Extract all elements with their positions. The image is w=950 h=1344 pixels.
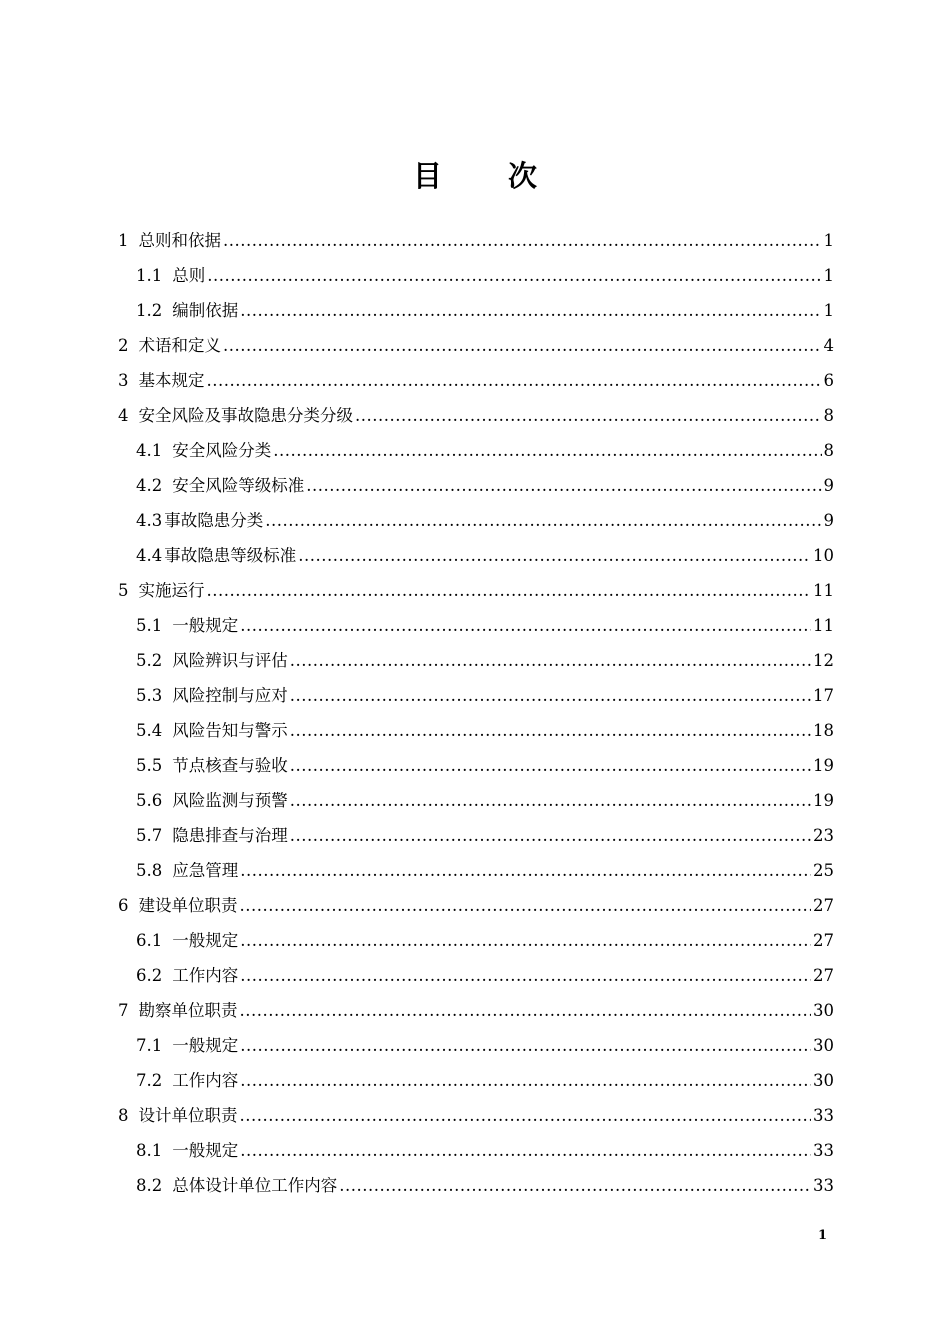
- toc-dot-leader: [240, 923, 811, 958]
- toc-entry[interactable]: [136, 958, 834, 993]
- toc-entry[interactable]: [136, 468, 834, 503]
- toc-entry-number: 6: [118, 896, 129, 915]
- toc-entry-number: 1.2: [136, 301, 163, 320]
- toc-entry[interactable]: [136, 1133, 834, 1168]
- toc-entry[interactable]: [136, 258, 834, 293]
- toc-entry[interactable]: [136, 748, 834, 783]
- toc-entry-page: 18: [813, 721, 834, 740]
- toc-entry-label: 风险控制与应对: [172, 686, 288, 705]
- toc-entry-number: 4.3: [136, 511, 163, 530]
- toc-entry-label: 一般规定: [172, 1036, 239, 1055]
- toc-entry-label: 一般规定: [172, 616, 239, 635]
- toc-entry-number: 4: [118, 406, 129, 425]
- toc-entry-page: 33: [813, 1176, 834, 1195]
- page-title: 目 次: [412, 159, 566, 193]
- toc-entry[interactable]: [136, 293, 834, 328]
- toc-entry-page: 1: [823, 266, 834, 285]
- toc-entry-label: 隐患排查与治理: [172, 826, 288, 845]
- toc-entry[interactable]: [118, 398, 834, 433]
- toc-entry-page: 30: [813, 1036, 834, 1055]
- toc-entry-number: 5: [118, 581, 129, 600]
- toc-entry-label: 编制依据: [172, 301, 239, 320]
- toc-entry-number: 5.2: [136, 651, 163, 670]
- toc-dot-leader: [207, 573, 812, 608]
- toc-dot-leader: [290, 783, 811, 818]
- toc-entry-page: 8: [823, 441, 834, 460]
- toc-entry-page: 33: [813, 1141, 834, 1160]
- toc-entry-label: 安全风险分类: [172, 441, 272, 460]
- toc-dot-leader: [240, 958, 811, 993]
- toc-entry-page: 23: [813, 826, 834, 845]
- toc-entry-label: 事故隐患等级标准: [164, 546, 297, 565]
- toc-entry-page: 19: [813, 791, 834, 810]
- toc-entry-number: 6.1: [136, 931, 163, 950]
- toc-dot-leader: [223, 328, 822, 363]
- toc-entry[interactable]: [136, 713, 834, 748]
- toc-entry-number: 3: [118, 371, 129, 390]
- toc-entry[interactable]: [118, 328, 834, 363]
- toc-entry-number: 1: [118, 231, 129, 250]
- toc-entry-number: 8.1: [136, 1141, 163, 1160]
- toc-entry-page: 8: [823, 406, 834, 425]
- toc-entry-number: 6.2: [136, 966, 163, 985]
- toc-entry-label: 建设单位职责: [138, 896, 238, 915]
- toc-entry-page: 27: [813, 896, 834, 915]
- toc-entry-page: 9: [823, 511, 834, 530]
- toc-entry-number: 1.1: [136, 266, 163, 285]
- toc-entry-number: 4.4: [136, 546, 163, 565]
- toc-entry-label: 一般规定: [172, 1141, 239, 1160]
- toc-entry[interactable]: [118, 363, 834, 398]
- toc-dot-leader: [207, 363, 822, 398]
- toc-dot-leader: [240, 993, 812, 1028]
- toc-entry[interactable]: [136, 433, 834, 468]
- toc-entry-page: 30: [813, 1071, 834, 1090]
- toc-entry-label: 勘察单位职责: [138, 1001, 238, 1020]
- toc-entry-label: 工作内容: [172, 1071, 239, 1090]
- toc-entry-label: 风险监测与预警: [172, 791, 288, 810]
- toc-dot-leader: [240, 1063, 811, 1098]
- toc-entry-label: 总则和依据: [138, 231, 221, 250]
- toc-entry-number: 5.1: [136, 616, 163, 635]
- toc-entry[interactable]: [118, 573, 834, 608]
- toc-dot-leader: [240, 1133, 811, 1168]
- toc-entry-label: 风险辨识与评估: [172, 651, 288, 670]
- toc-entry-number: 4.1: [136, 441, 163, 460]
- toc-entry[interactable]: [136, 608, 834, 643]
- toc-entry-number: 7.2: [136, 1071, 163, 1090]
- toc-dot-leader: [290, 678, 811, 713]
- toc-entry-page: 1: [823, 231, 834, 250]
- toc-entry-label: 术语和定义: [138, 336, 221, 355]
- toc-dot-leader: [355, 398, 822, 433]
- toc-entry-label: 设计单位职责: [138, 1106, 238, 1125]
- toc-entry-page: 27: [813, 966, 834, 985]
- page-number: 1: [818, 1228, 828, 1243]
- toc-entry-page: 11: [813, 581, 834, 600]
- toc-dot-leader: [240, 888, 812, 923]
- toc-entry-number: 5.7: [136, 826, 163, 845]
- toc-entry-label: 应急管理: [172, 861, 239, 880]
- toc-dot-leader: [290, 643, 811, 678]
- toc-entry[interactable]: [118, 993, 834, 1028]
- toc-entry[interactable]: [118, 223, 834, 258]
- toc-dot-leader: [240, 1098, 812, 1133]
- toc-entry-number: 5.6: [136, 791, 163, 810]
- toc-entry[interactable]: [136, 1028, 834, 1063]
- toc-dot-leader: [290, 713, 811, 748]
- toc-entry-page: 25: [813, 861, 834, 880]
- toc-entry-label: 风险告知与警示: [172, 721, 288, 740]
- toc-dot-leader: [273, 433, 821, 468]
- toc-entry-number: 5.4: [136, 721, 163, 740]
- toc-entry-page: 1: [823, 301, 834, 320]
- toc-dot-leader: [240, 1028, 811, 1063]
- toc-entry-number: 7: [118, 1001, 129, 1020]
- toc-entry-number: 7.1: [136, 1036, 163, 1055]
- toc-entry-label: 总体设计单位工作内容: [172, 1176, 338, 1195]
- toc-entry-page: 12: [813, 651, 834, 670]
- toc-entry-number: 8.2: [136, 1176, 163, 1195]
- toc-entry-label: 节点核查与验收: [172, 756, 288, 775]
- toc-entry-page: 33: [813, 1106, 834, 1125]
- toc-entry[interactable]: [136, 678, 834, 713]
- toc-entry-number: 2: [118, 336, 129, 355]
- toc-entry-page: 19: [813, 756, 834, 775]
- toc-entry-number: 8: [118, 1106, 129, 1125]
- toc-dot-leader: [265, 503, 821, 538]
- toc-entry-page: 4: [823, 336, 834, 355]
- toc-entry-label: 工作内容: [172, 966, 239, 985]
- toc-entry[interactable]: [136, 853, 834, 888]
- toc-dot-leader: [290, 818, 811, 853]
- toc-entry-page: 9: [823, 476, 834, 495]
- toc-entry-number: 5.8: [136, 861, 163, 880]
- table-of-contents: [0, 223, 950, 1203]
- toc-entry-label: 安全风险等级标准: [172, 476, 305, 495]
- toc-entry-number: 4.2: [136, 476, 163, 495]
- toc-dot-leader: [240, 853, 811, 888]
- toc-entry[interactable]: [136, 1168, 834, 1203]
- toc-entry[interactable]: [136, 1063, 834, 1098]
- toc-dot-leader: [240, 293, 821, 328]
- toc-entry-label: 基本规定: [138, 371, 205, 390]
- toc-entry[interactable]: [136, 643, 834, 678]
- toc-entry-page: 11: [813, 616, 834, 635]
- toc-dot-leader: [240, 608, 811, 643]
- toc-entry[interactable]: [136, 538, 834, 573]
- toc-dot-leader: [298, 538, 811, 573]
- toc-entry-label: 总则: [172, 266, 206, 285]
- toc-entry[interactable]: [118, 888, 834, 923]
- toc-entry-number: 5.3: [136, 686, 163, 705]
- toc-entry-label: 事故隐患分类: [164, 511, 264, 530]
- toc-dot-leader: [290, 748, 811, 783]
- toc-entry[interactable]: [118, 1098, 834, 1133]
- toc-entry-page: 27: [813, 931, 834, 950]
- toc-entry[interactable]: [136, 818, 834, 853]
- toc-entry-label: 一般规定: [172, 931, 239, 950]
- toc-dot-leader: [339, 1168, 811, 1203]
- toc-entry-page: 10: [813, 546, 834, 565]
- toc-entry-number: 5.5: [136, 756, 163, 775]
- toc-dot-leader: [306, 468, 821, 503]
- toc-entry-label: 实施运行: [138, 581, 205, 600]
- toc-entry-page: 17: [813, 686, 834, 705]
- toc-entry-page: 6: [823, 371, 834, 390]
- toc-dot-leader: [223, 223, 822, 258]
- toc-entry[interactable]: [136, 923, 834, 958]
- toc-entry[interactable]: [136, 783, 834, 818]
- toc-entry-label: 安全风险及事故隐患分类分级: [138, 406, 353, 425]
- toc-entry-page: 30: [813, 1001, 834, 1020]
- toc-dot-leader: [207, 258, 821, 293]
- toc-entry[interactable]: [136, 503, 834, 538]
